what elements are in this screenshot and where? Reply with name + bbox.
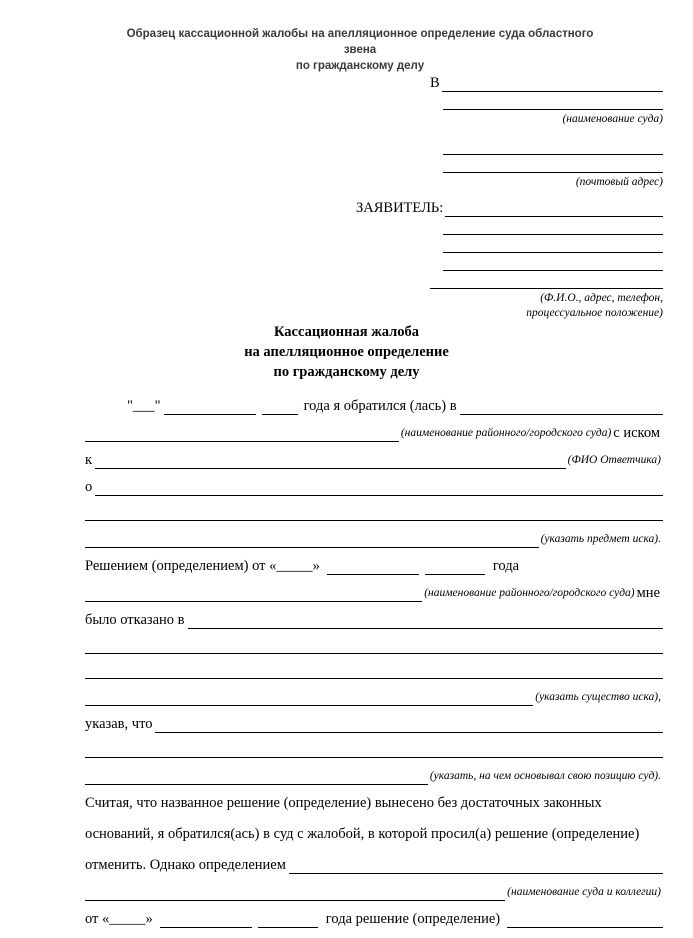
applicant-note-line-1: (Ф.И.О., адрес, телефон, bbox=[540, 292, 663, 304]
cancel-prefix: отменить. Однако определением bbox=[85, 857, 286, 873]
applicant-blank-2[interactable] bbox=[443, 219, 663, 235]
refused-blank-3[interactable] bbox=[85, 664, 663, 679]
body-row-board-note bbox=[85, 884, 663, 901]
body-row-decision-date bbox=[85, 558, 663, 575]
body-row-subject-note bbox=[85, 531, 663, 548]
addressee-block bbox=[0, 75, 693, 321]
body-row-stated bbox=[85, 716, 663, 733]
body-row-position-note bbox=[85, 768, 663, 785]
final-year-blank[interactable] bbox=[258, 913, 318, 928]
with-claim-text: с иском bbox=[613, 425, 660, 441]
refused-blank-2[interactable] bbox=[85, 639, 663, 654]
document-heading-line-1: Кассационная жалоба bbox=[273, 324, 420, 340]
decision-text: Решением (определением) от «_____» bbox=[85, 558, 320, 574]
subject-prefix: о bbox=[85, 479, 93, 495]
body-row-court-note bbox=[85, 425, 663, 442]
to-label: В bbox=[430, 75, 440, 91]
applicant-note-line-2: процессуальное положение) bbox=[526, 307, 663, 319]
body-row-cancel bbox=[85, 857, 663, 874]
applicant-blank-5[interactable] bbox=[430, 273, 663, 289]
to-court-row bbox=[0, 75, 693, 92]
page-title bbox=[110, 26, 610, 74]
applied-text: года я обратился (лась) в bbox=[303, 398, 457, 414]
cancel-blank-1[interactable] bbox=[289, 859, 663, 874]
note-court-and-board: (наименование суда и коллегии) bbox=[507, 886, 661, 898]
court-name-blank[interactable] bbox=[443, 94, 663, 110]
body-row-final-date bbox=[85, 911, 663, 928]
court-name-row bbox=[0, 94, 693, 110]
applicant-row-5 bbox=[0, 273, 693, 289]
defendant-blank[interactable] bbox=[95, 454, 566, 469]
considering-text-1: Считая, что названное решение (определение) вынесено без достаточных законных bbox=[85, 795, 602, 811]
body-row-decision-court bbox=[85, 585, 663, 602]
refused-blank-4[interactable] bbox=[85, 691, 533, 706]
final-blank[interactable] bbox=[507, 913, 663, 928]
court-name-note: (наименование суда) bbox=[562, 113, 663, 125]
stated-blank-2[interactable] bbox=[85, 743, 663, 758]
month-blank[interactable] bbox=[164, 400, 256, 415]
page-title-line-2: по гражданскому делу bbox=[295, 60, 425, 72]
stated-blank-1[interactable] bbox=[155, 718, 663, 733]
final-date-prefix: от «_____» bbox=[85, 911, 153, 927]
applicant-row-4 bbox=[0, 255, 693, 271]
stated-blank-3[interactable] bbox=[85, 770, 428, 785]
paragraph-considering-line-1 bbox=[85, 795, 663, 812]
note-position: (указать, на чем основывал свою позицию суд). bbox=[429, 770, 661, 782]
paragraph-considering-line-2 bbox=[85, 826, 663, 843]
document-heading bbox=[0, 322, 693, 382]
final-mid-text: года решение (определение) bbox=[325, 911, 501, 927]
refused-blank-1[interactable] bbox=[188, 614, 663, 629]
postal-address-row-2 bbox=[0, 157, 693, 173]
document-body bbox=[85, 398, 663, 938]
body-row-defendant bbox=[85, 452, 663, 469]
body-row-subject bbox=[85, 479, 663, 496]
stated-prefix: указав, что bbox=[85, 716, 153, 732]
applicant-row-3 bbox=[0, 237, 693, 253]
year-blank[interactable] bbox=[262, 400, 298, 415]
applicant-row bbox=[0, 200, 693, 217]
body-row-refused bbox=[85, 612, 663, 629]
refused-prefix: было отказано в bbox=[85, 612, 185, 628]
postal-address-blank-2[interactable] bbox=[443, 157, 663, 173]
applicant-row-2 bbox=[0, 219, 693, 235]
body-row-essence-note bbox=[85, 689, 663, 706]
note-district-court-2: (наименование районного/городского суда) bbox=[424, 587, 635, 599]
document-heading-line-3: по гражданскому делу bbox=[273, 364, 420, 380]
applicant-blank-3[interactable] bbox=[443, 237, 663, 253]
postal-address-row-1 bbox=[0, 139, 693, 155]
decision-year-label: года bbox=[492, 558, 520, 574]
document-heading-line-2: на апелляционное определение bbox=[244, 344, 449, 360]
decision-court-blank[interactable] bbox=[85, 587, 422, 602]
considering-text-2: оснований, я обратился(ась) в суд с жалобой, в которой просил(а) решение (определение) bbox=[85, 826, 640, 842]
note-defendant: (ФИО Ответчика) bbox=[567, 454, 661, 466]
postal-address-note: (почтовый адрес) bbox=[575, 176, 663, 188]
applicant-blank-4[interactable] bbox=[443, 255, 663, 271]
page-title-line-1: Образец кассационной жалобы на апелляционное определение суда областного звена bbox=[126, 28, 594, 56]
final-month-blank[interactable] bbox=[160, 913, 252, 928]
postal-address-blank-1[interactable] bbox=[443, 139, 663, 155]
court-name-blank-body[interactable] bbox=[85, 427, 399, 442]
subject-blank-2[interactable] bbox=[85, 506, 663, 521]
subject-blank-3[interactable] bbox=[85, 533, 539, 548]
defendant-prefix: к bbox=[85, 452, 93, 468]
applicant-blank-1[interactable] bbox=[445, 201, 663, 217]
body-row-date-court bbox=[85, 398, 663, 415]
note-district-court: (наименование районного/городского суда) bbox=[400, 427, 612, 439]
to-court-blank[interactable] bbox=[442, 76, 663, 92]
decision-month-blank[interactable] bbox=[327, 560, 419, 575]
applicant-label: ЗАЯВИТЕЛЬ: bbox=[356, 200, 444, 216]
subject-blank-1[interactable] bbox=[95, 481, 663, 496]
mne-text: мне bbox=[636, 585, 660, 601]
court-applied-blank[interactable] bbox=[460, 400, 663, 415]
decision-year-blank[interactable] bbox=[425, 560, 485, 575]
note-essence: (указать существо иска), bbox=[535, 691, 661, 703]
date-quote-open: "___" bbox=[127, 398, 161, 414]
note-subject: (указать предмет иска). bbox=[540, 533, 661, 545]
cancel-blank-2[interactable] bbox=[85, 886, 505, 901]
